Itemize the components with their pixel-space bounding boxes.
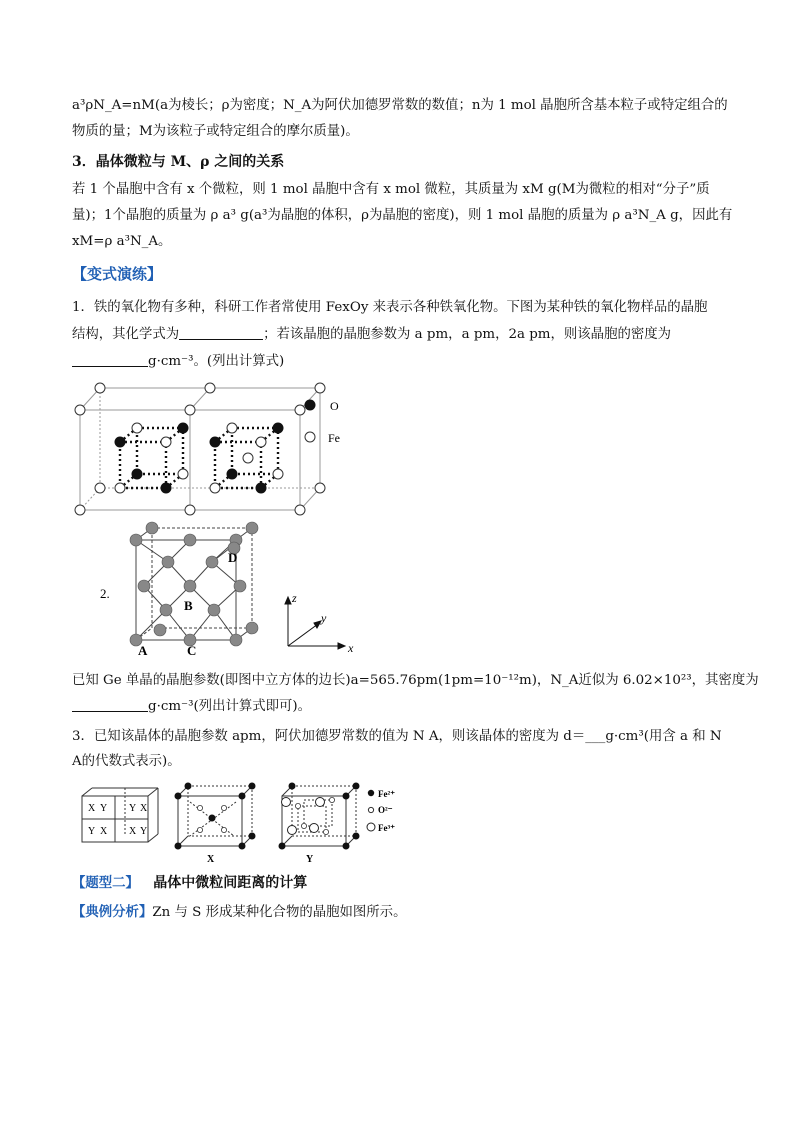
example-tag: 【典例分析】 xyxy=(72,904,153,920)
section-3-line-2: 量)；1个晶胞的质量为 ρ a³ g(a³为晶胞的体积，ρ为晶胞的密度)，则 1 mol 晶胞的质量为 ρ a³N_A g，因此有 xyxy=(72,208,733,223)
example-line xyxy=(72,902,406,923)
section-3-line-3: xM=ρ a³N_A。 xyxy=(72,234,172,249)
q2-label-b: B xyxy=(184,598,193,613)
grid-cell-7: X xyxy=(129,826,137,837)
legend-fe3: Fe³⁺ xyxy=(378,823,395,833)
q2-label-d: D xyxy=(228,550,238,565)
q2-number: 2. xyxy=(100,586,110,601)
axis-z-label: z xyxy=(292,591,297,605)
section-3-line-1: 若 1 个晶胞中含有 x 个微粒，则 1 mol 晶胞中含有 x mol 微粒，其质量为 xM g(M为微粒的相对“分子”质 xyxy=(72,182,710,197)
grid-cell-3: Y xyxy=(129,803,137,814)
legend-fe-label: Fe xyxy=(328,431,340,445)
legend-o2: O²⁻ xyxy=(378,805,393,815)
cube-x-label: X xyxy=(207,854,215,865)
q3-line-1: 3．已知该晶体的晶胞参数 apm，阿伏加德罗常数的值为 N A，则该晶体的密度为 d＝___g·cm³(用含 a 和 N xyxy=(72,729,722,744)
q2-line-1: 已知 Ge 单晶的晶胞参数(即图中立方体的边长)a=565.76pm(1pm=10⁻¹²m)，N_A近似为 6.02×10²³，其密度为 xyxy=(72,673,759,688)
legend-fe2: Fe²⁺ xyxy=(378,789,395,799)
grid-cell-8: Y xyxy=(140,826,148,837)
grid-cell-1: X xyxy=(88,803,96,814)
variant-heading: 【变式演练】 xyxy=(72,265,163,283)
type2-tag: 【题型二】 xyxy=(72,875,139,891)
q1-line-3-text: g·cm⁻³。(列出计算式) xyxy=(148,354,285,369)
grid-cell-2: Y xyxy=(100,803,108,814)
axis-y-label: y xyxy=(321,611,327,625)
axis-x-label: x xyxy=(348,641,354,655)
legend-o-label: O xyxy=(330,399,339,413)
q1-line-2b: ；若该晶胞的晶胞参数为 a pm，a pm，2a pm，则该晶胞的密度为 xyxy=(263,327,672,342)
grid-cell-5: Y xyxy=(88,826,96,837)
grid-cell-4: X xyxy=(140,803,148,814)
q2-label-c: C xyxy=(187,643,197,658)
type2-heading xyxy=(72,873,307,894)
type2-title: 晶体中微粒间距离的计算 xyxy=(153,875,308,891)
q3-line-2: A的代数式表示)。 xyxy=(72,754,181,769)
q1-line-1: 1．铁的氧化物有多种，科研工作者常使用 FexOy 来表示各种铁氧化物。下图为某种铁的氧化物样品的晶胞 xyxy=(72,300,708,315)
q2-line-2-text: g·cm⁻³(列出计算式即可)。 xyxy=(148,699,312,714)
section-3-title: 3．晶体微粒与 M、ρ 之间的关系 xyxy=(72,154,285,170)
example-text: Zn 与 S 形成某种化合物的晶胞如图所示。 xyxy=(152,905,407,920)
q1-line-2a: 结构，其化学式为 xyxy=(72,327,180,342)
intro-line-1: a³ρN_A=nM(a为棱长；ρ为密度；N_A为阿伏加德罗常数的数值；n为 1 mol 晶胞所含基本粒子或特定组合的 xyxy=(72,98,728,113)
grid-cell-6: X xyxy=(100,826,108,837)
intro-line-2: 物质的量；M为该粒子或特定组合的摩尔质量)。 xyxy=(72,124,359,139)
cube-y-label: Y xyxy=(306,854,314,865)
q2-label-a: A xyxy=(138,643,148,658)
